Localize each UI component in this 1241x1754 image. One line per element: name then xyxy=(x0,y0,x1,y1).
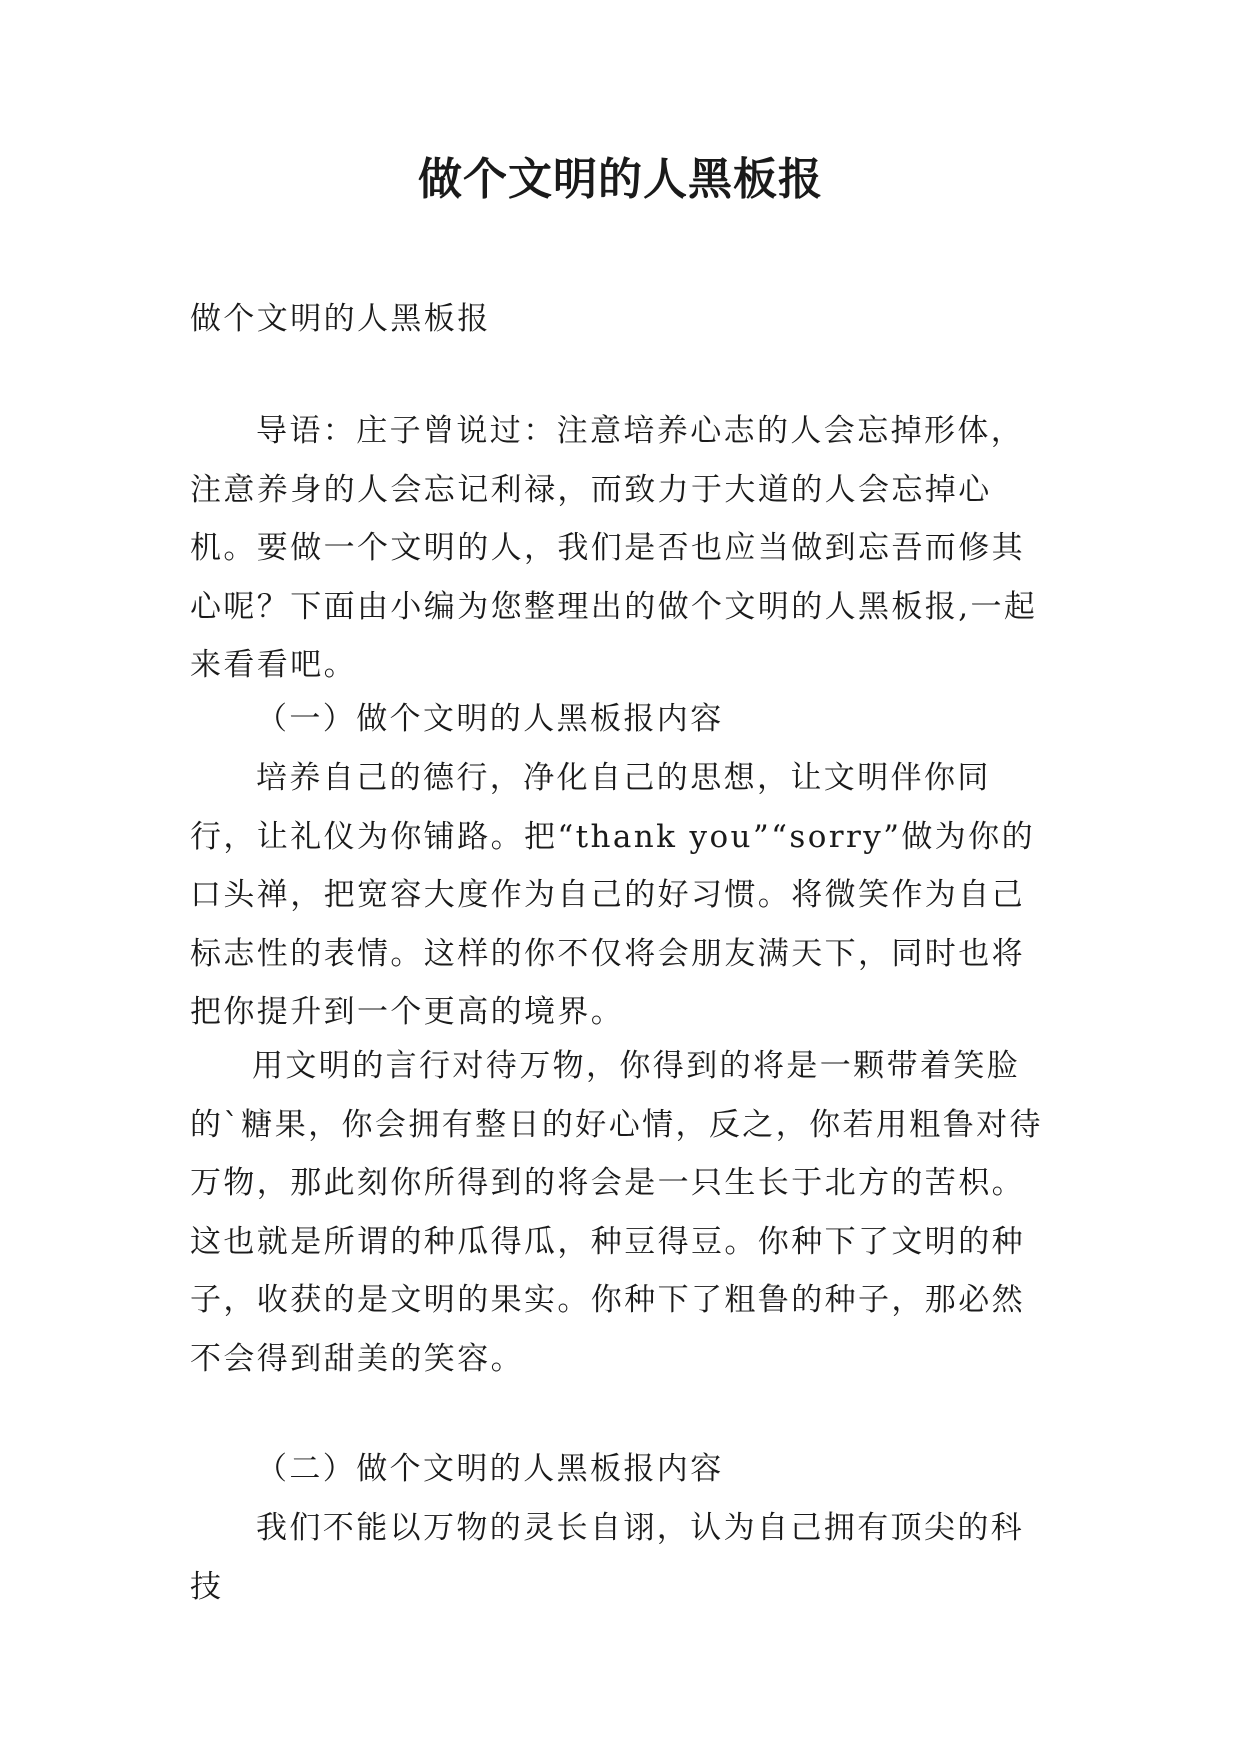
section-2-heading: （二）做个文明的人黑板报内容 xyxy=(256,1451,724,1487)
section-1-paragraph-2: 用文明的言行对待万物，你得到的将是一颗带着笑脸的`糖果，你会拥有整日的好心情，反之，你若用粗鲁对待万物，那此刻你所得到的将会是一只生长于北方的苦枳。这也就是所谓的种瓜得瓜，种豆得豆。你种下了文明的种子，收获的是文明的果实。你种下了粗鲁的种子，那必然不会得到甜美的笑容。 xyxy=(190,1048,1043,1377)
document-subtitle: 做个文明的人黑板报 xyxy=(190,301,491,337)
section-1-heading: （一）做个文明的人黑板报内容 xyxy=(256,701,724,737)
section-2-paragraph-1: 我们不能以万物的灵长自诩，认为自己拥有顶尖的科技 xyxy=(190,1510,1025,1605)
section-1-paragraph-1: 培养自己的德行，净化自己的思想，让文明伴你同行，让礼仪为你铺路。把“thank you”“sorry”做为你的口头禅，把宽容大度作为自己的好习惯。将微笑作为自己标志性的表情。这样的你不仅将会朋友满天下，同时也将把你提升到一个更高的境界。 xyxy=(190,760,1035,1030)
intro-paragraph: 导语：庄子曾说过：注意培养心志的人会忘掉形体，注意养身的人会忘记利禄，而致力于大道的人会忘掉心机。要做一个文明的人，我们是否也应当做到忘吾而修其心呢？下面由小编为您整理出的做个文明的人黑板报,一起来看看吧。 xyxy=(190,413,1038,683)
document-title: 做个文明的人黑板报 xyxy=(418,154,823,205)
